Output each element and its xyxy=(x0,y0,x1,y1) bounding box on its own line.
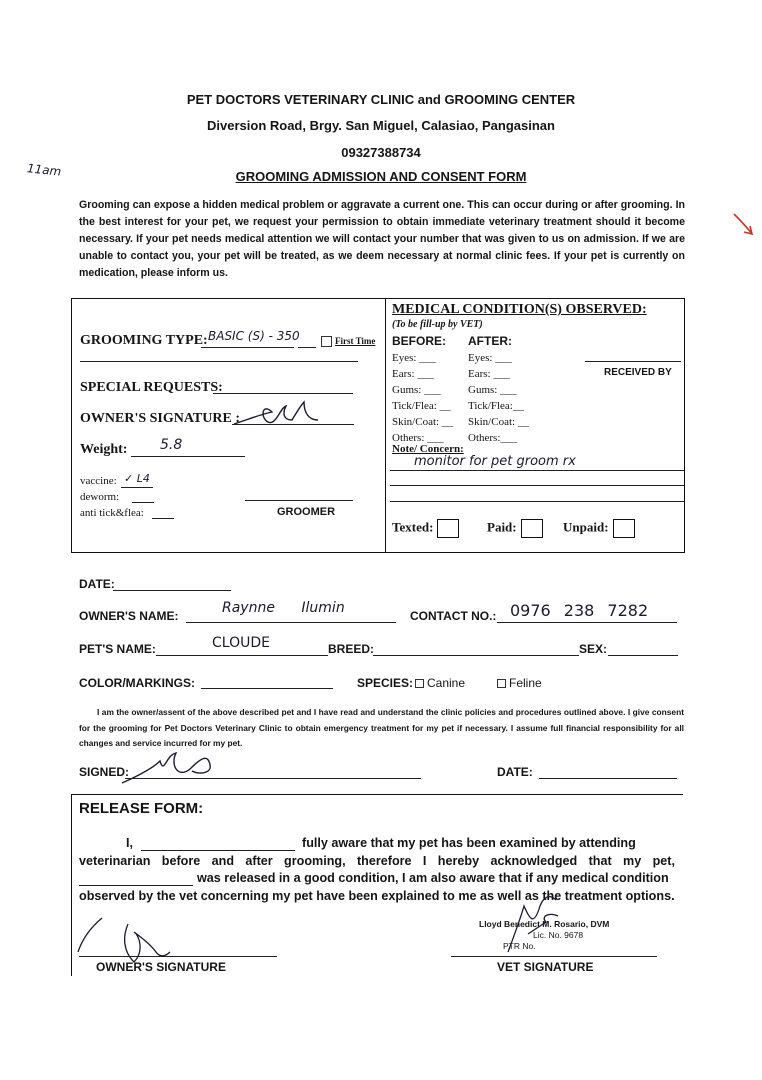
texted-field[interactable] xyxy=(392,519,459,538)
unpaid-field[interactable] xyxy=(563,519,635,538)
received-by-label: RECEIVED BY xyxy=(604,367,672,378)
feline-label: Feline xyxy=(509,676,542,690)
weight-value: 5.8 xyxy=(160,437,183,453)
deworm-line xyxy=(132,502,154,503)
before-gums: Gums: ___ xyxy=(392,384,441,396)
grooming-type-line-2 xyxy=(80,361,358,362)
release-line-3-text: was released in a good condition, I am also aware that if any medical condition xyxy=(197,871,669,885)
after-others: Others:___ xyxy=(468,432,517,444)
release-pet-blank xyxy=(79,885,193,886)
paid-label: Paid: xyxy=(487,519,517,535)
sex-line xyxy=(608,655,678,656)
after-ears: Ears: ___ xyxy=(468,368,510,380)
after-eyes: Eyes: ___ xyxy=(468,352,512,364)
before-checks xyxy=(392,350,453,446)
medical-subtitle: (To be fill-up by VET) xyxy=(392,319,483,330)
deworm-label: deworm: xyxy=(80,491,120,503)
note-line-1 xyxy=(390,470,684,471)
stamp-name: Lloyd Benedict M. Rosario, DVM xyxy=(479,919,610,929)
after-tick: Tick/Flea:__ xyxy=(468,400,524,412)
vet-signature-scribble xyxy=(500,886,570,958)
grooming-type-line xyxy=(201,347,294,348)
before-eyes: Eyes: ___ xyxy=(392,352,436,364)
species-label: SPECIES: xyxy=(357,676,414,690)
release-top-rule xyxy=(71,794,683,795)
paid-field[interactable] xyxy=(487,519,543,538)
weight-label: Weight: xyxy=(80,442,128,457)
before-skin: Skin/Coat: __ xyxy=(392,416,453,428)
red-pen-mark xyxy=(732,212,756,238)
stamp-ptr: PTR No. xyxy=(503,941,536,951)
first-time-checkbox[interactable] xyxy=(321,336,332,347)
grooming-type-value: BASIC (S) - 350 xyxy=(208,329,300,343)
signed-date-label: DATE: xyxy=(497,765,533,779)
canine-label: Canine xyxy=(427,676,466,690)
release-left-rule xyxy=(71,794,72,976)
owner-name-label: OWNER'S NAME: xyxy=(79,609,179,623)
pet-name-label: PET'S NAME: xyxy=(79,642,156,656)
owner-signature-scribble xyxy=(232,398,322,432)
first-time-line xyxy=(298,347,316,348)
breed-label: BREED: xyxy=(328,642,375,656)
release-line-1 xyxy=(79,836,675,850)
clinic-address: Diversion Road, Brgy. San Miguel, Calasiao, Pangasinan xyxy=(207,118,555,133)
form-title: GROOMING ADMISSION AND CONSENT FORM xyxy=(235,169,527,184)
vaccine-line xyxy=(121,487,153,488)
owner-signature-label: OWNER'S SIGNATURE : xyxy=(80,411,240,426)
after-skin: Skin/Coat: __ xyxy=(468,416,529,428)
note-line-2 xyxy=(390,485,684,486)
box-divider xyxy=(385,298,386,552)
color-label: COLOR/MARKINGS: xyxy=(79,676,195,690)
after-gums: Gums: ___ xyxy=(468,384,517,396)
anti-tick-line xyxy=(152,518,174,519)
texted-checkbox[interactable] xyxy=(437,519,459,538)
margin-note: 11am xyxy=(26,161,62,179)
date-line xyxy=(113,590,231,591)
release-line-1-text: fully aware that my pet has been examined by attending xyxy=(302,836,636,850)
consent-paragraph: I am the owner/assent of the above described pet and I have read and understand the clinic policies and procedures outlined above. I give consent for the grooming for Pet Doctors Veterinary Clinic to obtain emergency treatment for my pet if necessary. I assume full financial responsibility for all changes and service incurred for my pet. xyxy=(79,707,684,748)
before-others: Others: ___ xyxy=(392,432,444,444)
sex-label: SEX: xyxy=(579,642,608,656)
feline-checkbox[interactable] xyxy=(497,679,506,688)
intro-paragraph: Grooming can expose a hidden medical problem or aggravate a current one. This can occur during or after grooming. In the best interest for your pet, we request your permission to obtain immediate veterinary treatment should it become necessary. If your pet needs medical attention we will contact your number that was given to us on admission. If we are unable to contact you, your pet will be treated, as we deem necessary at normal clinic fees. If your pet is currently on medication, please inform us. xyxy=(79,199,685,279)
first-time-label: First Time xyxy=(335,336,376,346)
vet-signature-label: VET SIGNATURE xyxy=(497,960,594,974)
clinic-name: PET DOCTORS VETERINARY CLINIC and GROOMING CENTER xyxy=(186,92,576,107)
breed-line xyxy=(373,655,579,656)
owner-release-signature-label: OWNER'S SIGNATURE xyxy=(96,960,226,974)
received-by-line xyxy=(585,361,681,362)
release-i-label: I, xyxy=(126,836,133,850)
special-requests-label: SPECIAL REQUESTS: xyxy=(80,380,223,395)
after-label: AFTER: xyxy=(468,334,512,348)
groomer-label: GROOMER xyxy=(277,506,336,518)
anti-tick-label: anti tick&flea: xyxy=(80,507,144,519)
paid-checkbox[interactable] xyxy=(521,519,543,538)
vet-signature-line xyxy=(451,956,657,957)
owner-release-signature-line xyxy=(79,956,277,957)
weight-line xyxy=(131,456,245,457)
before-tick: Tick/Flea: __ xyxy=(392,400,451,412)
signed-date-line xyxy=(539,778,677,779)
canine-option[interactable] xyxy=(415,676,465,690)
contact-line xyxy=(497,622,677,623)
signed-label: SIGNED: xyxy=(79,765,130,779)
note-line-3 xyxy=(390,501,684,502)
grooming-type-label: GROOMING TYPE: xyxy=(80,333,208,348)
clinic-phone: 09327388734 xyxy=(341,145,421,160)
release-line-4: observed by the vet concerning my pet have been explained to me as well as the treatment options. xyxy=(79,889,675,903)
contact-value: 0976 238 7282 xyxy=(510,601,649,620)
before-label: BEFORE: xyxy=(392,334,446,348)
before-ears: Ears: ___ xyxy=(392,368,434,380)
owner-signed-scribble xyxy=(120,745,230,787)
date-label: DATE: xyxy=(79,577,115,591)
release-line-2: veterinarian before and after grooming, therefore I hereby acknowledged that my pet, xyxy=(79,854,675,868)
release-title: RELEASE FORM: xyxy=(79,800,204,817)
unpaid-label: Unpaid: xyxy=(563,519,609,535)
pet-name-value: CLOUDE xyxy=(212,635,270,651)
vaccine-value: ✓ L4 xyxy=(124,472,150,485)
note-label: Note/ Concern: xyxy=(392,443,464,455)
color-line xyxy=(201,688,333,689)
unpaid-checkbox[interactable] xyxy=(613,519,635,538)
note-value: monitor for pet groom rx xyxy=(414,454,576,469)
after-checks xyxy=(468,350,529,446)
owner-name-line xyxy=(186,622,396,623)
canine-checkbox[interactable] xyxy=(415,679,424,688)
groomer-line xyxy=(245,500,353,501)
feline-option[interactable] xyxy=(497,676,542,690)
stamp-lic: Lic. No. 9678 xyxy=(533,930,584,940)
owner-name-value: Raynne Ilumin xyxy=(222,600,345,616)
texted-label: Texted: xyxy=(392,519,434,535)
first-time-option[interactable] xyxy=(321,336,375,347)
special-requests-line xyxy=(213,393,353,394)
medical-title: MEDICAL CONDITION(S) OBSERVED: xyxy=(392,302,647,317)
pet-name-line xyxy=(156,655,328,656)
release-name-blank xyxy=(141,850,295,851)
vaccine-label: vaccine: xyxy=(80,475,117,487)
contact-label: CONTACT NO.: xyxy=(410,609,497,623)
